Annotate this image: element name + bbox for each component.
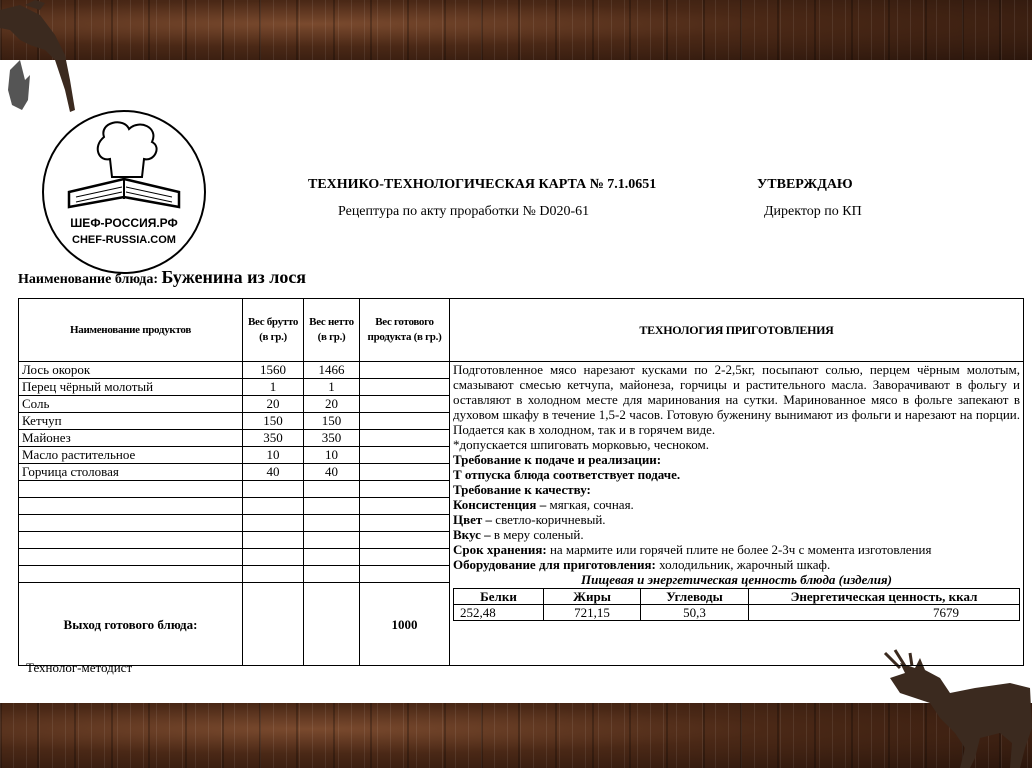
ready-cell — [360, 430, 450, 447]
color-label: Цвет – — [453, 512, 493, 527]
empty-cell — [360, 566, 450, 583]
empty-cell — [360, 515, 450, 532]
consistency-label: Консистенция – — [453, 497, 547, 512]
tech-note: *допускается шпиговать морковью, чесноком. — [453, 437, 709, 452]
color-value: светло-коричневый. — [492, 512, 606, 527]
storage-value: на мармите или горячей плите не более 2-3ч с момента изготовления — [546, 542, 932, 557]
empty-cell — [19, 549, 243, 566]
nutrition-protein-value: 252,48 — [454, 605, 544, 621]
dish-name-line — [18, 267, 306, 288]
ready-cell — [360, 396, 450, 413]
empty-cell — [19, 566, 243, 583]
brutto-value: 150 — [243, 413, 304, 430]
nutrition-header-energy: Энергетическая ценность, ккал — [749, 589, 1020, 605]
brutto-value: 1 — [243, 379, 304, 396]
storage-label: Срок хранения: — [453, 542, 547, 557]
brutto-value: 20 — [243, 396, 304, 413]
empty-cell — [243, 583, 304, 666]
dish-name-label: Наименование блюда: — [18, 272, 158, 287]
moose-icon — [0, 0, 95, 125]
nutrition-title: Пищевая и энергетическая ценность блюда (изделия) — [581, 572, 892, 587]
empty-cell — [19, 481, 243, 498]
empty-cell — [243, 498, 304, 515]
nutrition-header-carbs: Углеводы — [641, 589, 749, 605]
brutto-value: 10 — [243, 447, 304, 464]
header-ready-weight: Вес готового продукта (в гр.) — [360, 299, 450, 362]
logo-text-ru: ШЕФ-РОССИЯ.РФ — [70, 216, 178, 230]
header-product: Наименование продуктов — [19, 299, 243, 362]
taste-label: Вкус – — [453, 527, 491, 542]
director-label: Директор по КП — [764, 204, 862, 219]
t-serve-text: Т отпуска блюда соответствует подаче. — [453, 467, 681, 482]
approve-label: УТВЕРЖДАЮ — [757, 177, 853, 192]
req-serve-heading: Требование к подаче и реализации: — [453, 452, 662, 467]
empty-cell — [360, 532, 450, 549]
technology-cell — [450, 362, 1024, 666]
empty-cell — [19, 532, 243, 549]
consistency-value: мягкая, сочная. — [546, 497, 634, 512]
table-row — [19, 362, 1024, 379]
brutto-value: 350 — [243, 430, 304, 447]
product-name: Соль — [19, 396, 243, 413]
nutrition-energy-value: 7679 — [749, 605, 1020, 621]
ready-cell — [360, 362, 450, 379]
wood-header-background — [0, 0, 1032, 60]
empty-cell — [243, 481, 304, 498]
technolog-signature-label: Технолог-методист — [26, 660, 133, 675]
empty-cell — [360, 498, 450, 515]
empty-cell — [243, 566, 304, 583]
req-quality-heading: Требование к качеству: — [453, 482, 591, 497]
equipment-label: Оборудование для приготовления: — [453, 557, 656, 572]
ready-cell — [360, 379, 450, 396]
product-name: Майонез — [19, 430, 243, 447]
empty-cell — [360, 481, 450, 498]
product-name: Кетчуп — [19, 413, 243, 430]
empty-cell — [360, 549, 450, 566]
nutrition-header-protein: Белки — [454, 589, 544, 605]
card-title: ТЕХНИКО-ТЕХНОЛОГИЧЕСКАЯ КАРТА № 7.1.0651 — [308, 177, 657, 192]
nutrition-fat-value: 721,15 — [544, 605, 641, 621]
empty-cell — [243, 549, 304, 566]
empty-cell — [304, 583, 360, 666]
netto-value: 10 — [304, 447, 360, 464]
brutto-value: 40 — [243, 464, 304, 481]
product-name: Перец чёрный молотый — [19, 379, 243, 396]
equipment-value: холодильник, жарочный шкаф. — [655, 557, 831, 572]
nutrition-header-fat: Жиры — [544, 589, 641, 605]
recipe-act-subtitle: Рецептура по акту проработки № D020-61 — [338, 204, 590, 219]
empty-cell — [304, 481, 360, 498]
product-name: Масло растительное — [19, 447, 243, 464]
header-netto: Вес нетто (в гр.) — [304, 299, 360, 362]
recipe-table — [18, 298, 1024, 666]
netto-value: 1466 — [304, 362, 360, 379]
output-value: 1000 — [360, 583, 450, 666]
chef-russia-logo — [42, 110, 206, 274]
empty-cell — [19, 498, 243, 515]
output-label: Выход готового блюда: — [19, 583, 243, 666]
empty-cell — [304, 515, 360, 532]
moose-icon — [880, 648, 1032, 768]
dish-name-value: Буженина из лося — [161, 267, 307, 287]
tech-description: Подготовленное мясо нарезают кусками по 2-2,5кг, посыпают солью, перцем чёрным молотым, смазывают смесью кетчупа, майонеза, горчицы и растительного масла. Заворачивают в фольгу и оставляют в холодном месте для маринования на сутки. Маринованное мясо в фольге запекают в духовом шкафу в течение 1,5-2 часов. Готовую буженину вынимают из фольги и нарезают на порции. Подается как в холодном, так и в горячем виде. — [453, 362, 1020, 437]
ready-cell — [360, 413, 450, 430]
netto-value: 150 — [304, 413, 360, 430]
empty-cell — [304, 549, 360, 566]
product-name: Лось окорок — [19, 362, 243, 379]
empty-cell — [243, 515, 304, 532]
header-technology: ТЕХНОЛОГИЯ ПРИГОТОВЛЕНИЯ — [450, 299, 1024, 362]
header-brutto: Вес брутто (в гр.) — [243, 299, 304, 362]
nutrition-table — [453, 588, 1020, 621]
ready-cell — [360, 447, 450, 464]
chef-hat-book-icon — [44, 117, 204, 217]
empty-cell — [19, 515, 243, 532]
ready-cell — [360, 464, 450, 481]
empty-cell — [304, 532, 360, 549]
product-name: Горчица столовая — [19, 464, 243, 481]
wood-footer-background — [0, 703, 1032, 768]
brutto-value: 1560 — [243, 362, 304, 379]
netto-value: 20 — [304, 396, 360, 413]
taste-value: в меру соленый. — [490, 527, 584, 542]
empty-cell — [304, 498, 360, 515]
logo-text-en: CHEF-RUSSIA.COM — [72, 234, 176, 246]
netto-value: 350 — [304, 430, 360, 447]
nutrition-carbs-value: 50,3 — [641, 605, 749, 621]
netto-value: 40 — [304, 464, 360, 481]
empty-cell — [304, 566, 360, 583]
netto-value: 1 — [304, 379, 360, 396]
empty-cell — [243, 532, 304, 549]
